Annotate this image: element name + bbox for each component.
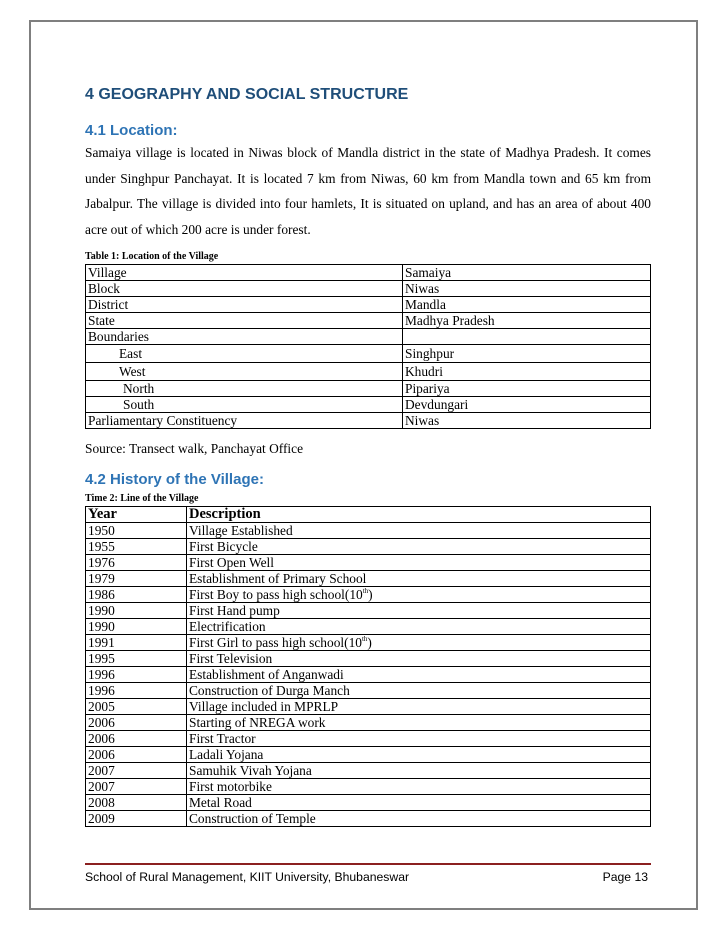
cell-description: Village Established bbox=[187, 523, 651, 539]
cell-year: 2006 bbox=[86, 731, 187, 747]
cell-value bbox=[403, 329, 651, 345]
table-source: Source: Transect walk, Panchayat Office bbox=[85, 441, 304, 456]
cell-year: 1979 bbox=[86, 571, 187, 587]
table-row bbox=[86, 699, 651, 715]
cell-year: 1996 bbox=[86, 667, 187, 683]
cell-description: First Tractor bbox=[187, 731, 651, 747]
cell-description: First Hand pump bbox=[187, 603, 651, 619]
table-row bbox=[86, 635, 651, 651]
table-row bbox=[86, 363, 651, 381]
cell-label: Parliamentary Constituency bbox=[86, 413, 403, 429]
cell-description: First motorbike bbox=[187, 779, 651, 795]
table-row bbox=[86, 715, 651, 731]
cell-description: First Open Well bbox=[187, 555, 651, 571]
col-header-year: Year bbox=[86, 507, 187, 523]
cell-year: 2009 bbox=[86, 811, 187, 827]
cell-year: 2007 bbox=[86, 779, 187, 795]
description-text: First Boy to pass high school(10 bbox=[189, 587, 363, 602]
table-row bbox=[86, 731, 651, 747]
col-header-description: Description bbox=[187, 507, 651, 523]
table-row bbox=[86, 265, 651, 281]
table-row bbox=[86, 297, 651, 313]
history-heading: 4.2 History of the Village: bbox=[85, 471, 264, 488]
cell-description: Samuhik Vivah Yojana bbox=[187, 763, 651, 779]
location-heading: 4.1 Location: bbox=[85, 122, 178, 139]
cell-description bbox=[187, 587, 651, 603]
cell-year: 1996 bbox=[86, 683, 187, 699]
cell-value: Niwas bbox=[403, 281, 651, 297]
cell-description: Construction of Temple bbox=[187, 811, 651, 827]
location-table bbox=[85, 264, 651, 429]
footer-page-number: Page 13 bbox=[602, 870, 648, 884]
cell-description: Metal Road bbox=[187, 795, 651, 811]
history-table-caption: Time 2: Line of the Village bbox=[85, 493, 199, 504]
table-row bbox=[86, 619, 651, 635]
cell-year: 1950 bbox=[86, 523, 187, 539]
cell-label: West bbox=[86, 363, 403, 381]
table-row bbox=[86, 747, 651, 763]
cell-label: Village bbox=[86, 265, 403, 281]
cell-value: Devdungari bbox=[403, 397, 651, 413]
table-row bbox=[86, 587, 651, 603]
footer-divider bbox=[85, 863, 651, 865]
cell-description: First Television bbox=[187, 651, 651, 667]
table-row bbox=[86, 539, 651, 555]
cell-year: 2006 bbox=[86, 715, 187, 731]
table-row bbox=[86, 413, 651, 429]
footer-institution: School of Rural Management, KIIT University, Bhubaneswar bbox=[85, 870, 410, 884]
cell-label: Boundaries bbox=[86, 329, 403, 345]
history-table bbox=[85, 506, 651, 827]
cell-year: 1990 bbox=[86, 603, 187, 619]
cell-year: 1995 bbox=[86, 651, 187, 667]
cell-value: Khudri bbox=[403, 363, 651, 381]
cell-year: 1976 bbox=[86, 555, 187, 571]
table-row bbox=[86, 811, 651, 827]
table-row bbox=[86, 571, 651, 587]
table-row bbox=[86, 555, 651, 571]
cell-year: 2005 bbox=[86, 699, 187, 715]
table-row bbox=[86, 763, 651, 779]
table-row bbox=[86, 381, 651, 397]
cell-description: Village included in MPRLP bbox=[187, 699, 651, 715]
table-row bbox=[86, 683, 651, 699]
cell-label: North bbox=[86, 381, 403, 397]
cell-description: Electrification bbox=[187, 619, 651, 635]
cell-value: Singhpur bbox=[403, 345, 651, 363]
location-table-caption: Table 1: Location of the Village bbox=[85, 251, 219, 262]
cell-label: East bbox=[86, 345, 403, 363]
cell-year: 1991 bbox=[86, 635, 187, 651]
cell-value: Madhya Pradesh bbox=[403, 313, 651, 329]
ordinal-suffix: th bbox=[361, 635, 368, 643]
table-row bbox=[86, 281, 651, 297]
cell-year: 1955 bbox=[86, 539, 187, 555]
cell-description: Establishment of Primary School bbox=[187, 571, 651, 587]
table-row bbox=[86, 313, 651, 329]
table-row bbox=[86, 603, 651, 619]
cell-year: 1986 bbox=[86, 587, 187, 603]
cell-label: State bbox=[86, 313, 403, 329]
cell-year: 2007 bbox=[86, 763, 187, 779]
cell-year: 2006 bbox=[86, 747, 187, 763]
cell-description bbox=[187, 635, 651, 651]
table-row bbox=[86, 651, 651, 667]
cell-description: Starting of NREGA work bbox=[187, 715, 651, 731]
cell-label: Block bbox=[86, 281, 403, 297]
cell-description: First Bicycle bbox=[187, 539, 651, 555]
table-row bbox=[86, 795, 651, 811]
location-paragraph: Samaiya village is located in Niwas block of Mandla district in the state of Madhya Pradesh. It comes under Singhpur Panchayat. It is located 7 km from Niwas, 60 km from Mandla town and 65 km from Jabalpur. The village is divided into four hamlets, It is situated on upland, and has an area of about 400 acre out of which 200 acre is under forest. bbox=[85, 145, 651, 237]
cell-year: 1990 bbox=[86, 619, 187, 635]
table-header-row bbox=[86, 507, 651, 523]
table-row bbox=[86, 779, 651, 795]
close-paren: ) bbox=[367, 635, 372, 650]
description-text: First Girl to pass high school(10 bbox=[189, 635, 362, 650]
table-row bbox=[86, 397, 651, 413]
cell-description: Establishment of Anganwadi bbox=[187, 667, 651, 683]
table-row bbox=[86, 329, 651, 345]
cell-description: Ladali Yojana bbox=[187, 747, 651, 763]
close-paren: ) bbox=[368, 587, 373, 602]
table-row bbox=[86, 667, 651, 683]
table-row bbox=[86, 345, 651, 363]
cell-description: Construction of Durga Manch bbox=[187, 683, 651, 699]
cell-value: Niwas bbox=[403, 413, 651, 429]
table-row bbox=[86, 523, 651, 539]
cell-label: South bbox=[86, 397, 403, 413]
cell-value: Pipariya bbox=[403, 381, 651, 397]
cell-year: 2008 bbox=[86, 795, 187, 811]
cell-label: District bbox=[86, 297, 403, 313]
section-title: 4 GEOGRAPHY AND SOCIAL STRUCTURE bbox=[85, 86, 409, 103]
cell-value: Mandla bbox=[403, 297, 651, 313]
ordinal-suffix: th bbox=[362, 587, 369, 595]
cell-value: Samaiya bbox=[403, 265, 651, 281]
